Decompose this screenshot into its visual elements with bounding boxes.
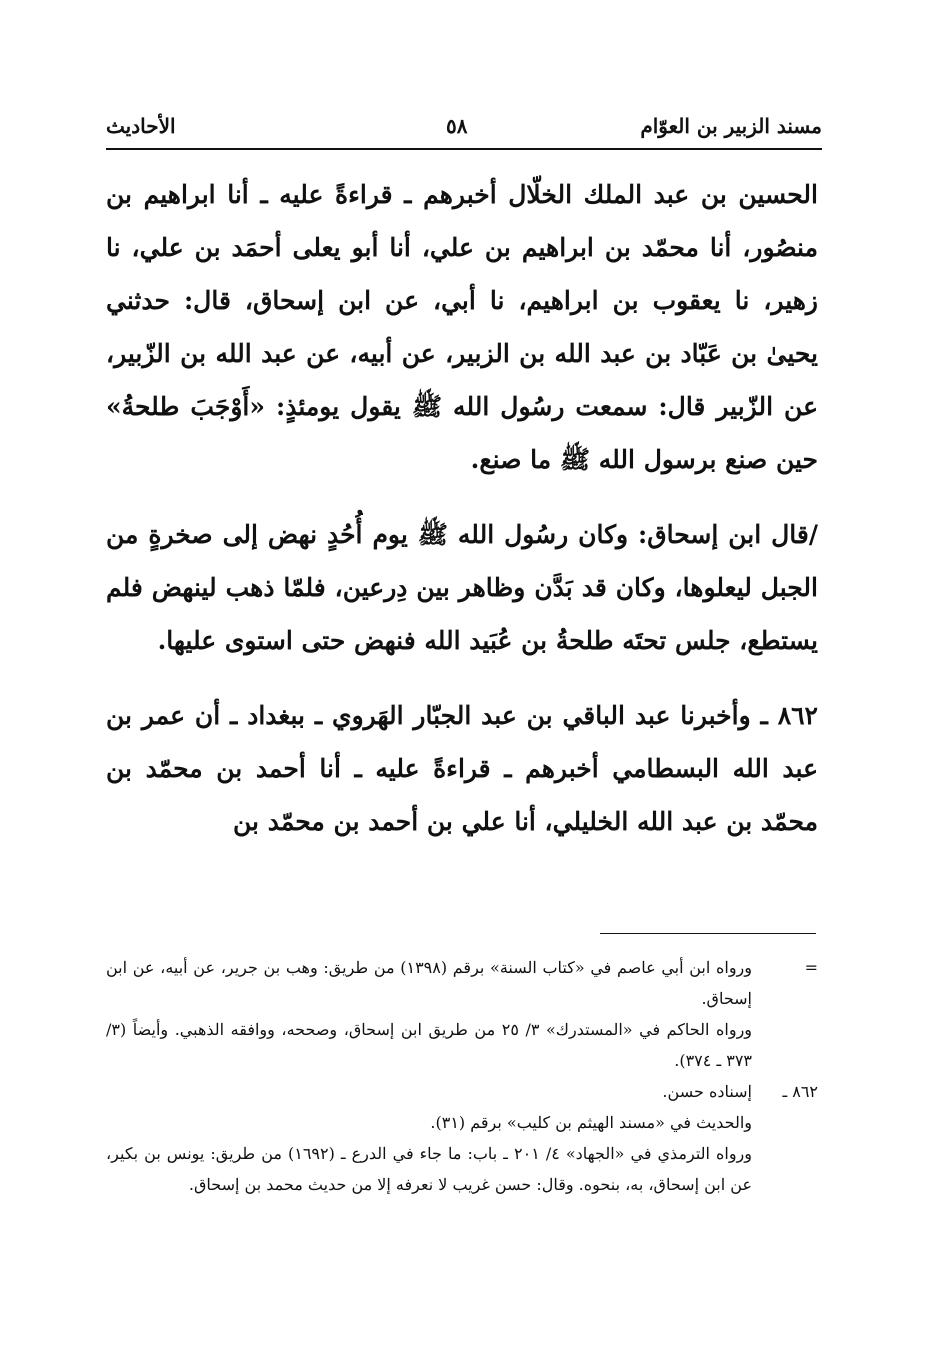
footnote xyxy=(106,1076,818,1107)
running-header xyxy=(106,108,822,148)
main-text xyxy=(106,168,818,870)
header-title: مسند الزبير بن العوّام xyxy=(640,114,822,138)
footnote xyxy=(106,1107,818,1138)
paragraph: /قال ابن إسحاق: وكان رسُول الله ﷺ يوم أُحُدٍ نهض إلى صخرةٍ من الجبل ليعلوها، وكان قد بَدَّن وظاهر بين دِرعين، فلمّا ذهب لينهض فلم يستطع، جلس تحتَه طلحةُ بن عُبَيد الله فنهض حتى استوى عليها. xyxy=(106,520,818,655)
footnote-text: ورواه الحاكم في «المستدرك» ٣/ ٢٥ من طريق ابن إسحاق، وصححه، ووافقه الذهبي. وأيضاً (٣/ ٣٧٣ ـ ٣٧٤). xyxy=(106,1020,753,1070)
page-number: ٥٨ xyxy=(446,114,468,138)
footnote xyxy=(106,1138,818,1200)
footnote-text: إسناده حسن. xyxy=(662,1082,752,1101)
footnote-text: ورواه ابن أبي عاصم في «كتاب السنة» برقم (١٣٩٨) من طريق: وهب بن جرير، عن أبيه، عن ابن إسحاق. xyxy=(106,958,752,1008)
footnotes xyxy=(106,952,818,1200)
footnote-text: والحديث في «مسند الهيثم بن كليب» برقم (٣١). xyxy=(430,1113,752,1132)
footnote-marker: ٨٦٢ ـ xyxy=(782,1082,818,1101)
footnote xyxy=(106,952,818,1014)
footnote-text: ورواه الترمذي في «الجهاد» ٤/ ٢٠١ ـ باب: ما جاء في الدرع ـ (١٦٩٢) من طريق: يونس بن بكير، عن ابن إسحاق، به، بنحوه. وقال: حسن غريب لا نعرفه إلا من حديث محمد بن إسحاق. xyxy=(106,1144,753,1194)
footnote-marker: = xyxy=(804,958,818,977)
header-section: الأحاديث xyxy=(106,114,176,138)
paragraph: ٨٦٢ ـ وأخبرنا عبد الباقي بن عبد الجبّار الهَروي ـ ببغداد ـ أن عمر بن عبد الله البسطامي أخبرهم ـ قراءةً عليه ـ أنا أحمد بن محمّد بن محمّد بن عبد الله الخليلي، أنا علي بن أحمد بن محمّد بن xyxy=(106,701,818,836)
footnote xyxy=(106,1014,818,1076)
footnote-rule xyxy=(600,933,816,934)
header-rule xyxy=(106,148,822,150)
paragraph: الحسين بن عبد الملك الخلّال أخبرهم ـ قراءةً عليه ـ أنا ابراهيم بن منصُور، أنا محمّد بن ابراهيم بن علي، أنا أبو يعلى أحمَد بن علي، نا زهير، نا يعقوب بن ابراهيم، نا أبي، عن ابن إسحاق، قال: حدثني يحيىٰ بن عَبّاد بن عبد الله بن الزبير، عن أبيه، عن عبد الله بن الزّبير، عن الزّبير قال: سمعت رسُول الله ﷺ يقول يومئذٍ: «أَوْجَبَ طلحةُ» حين صنع برسول الله ﷺ ما صنع. xyxy=(106,180,818,474)
